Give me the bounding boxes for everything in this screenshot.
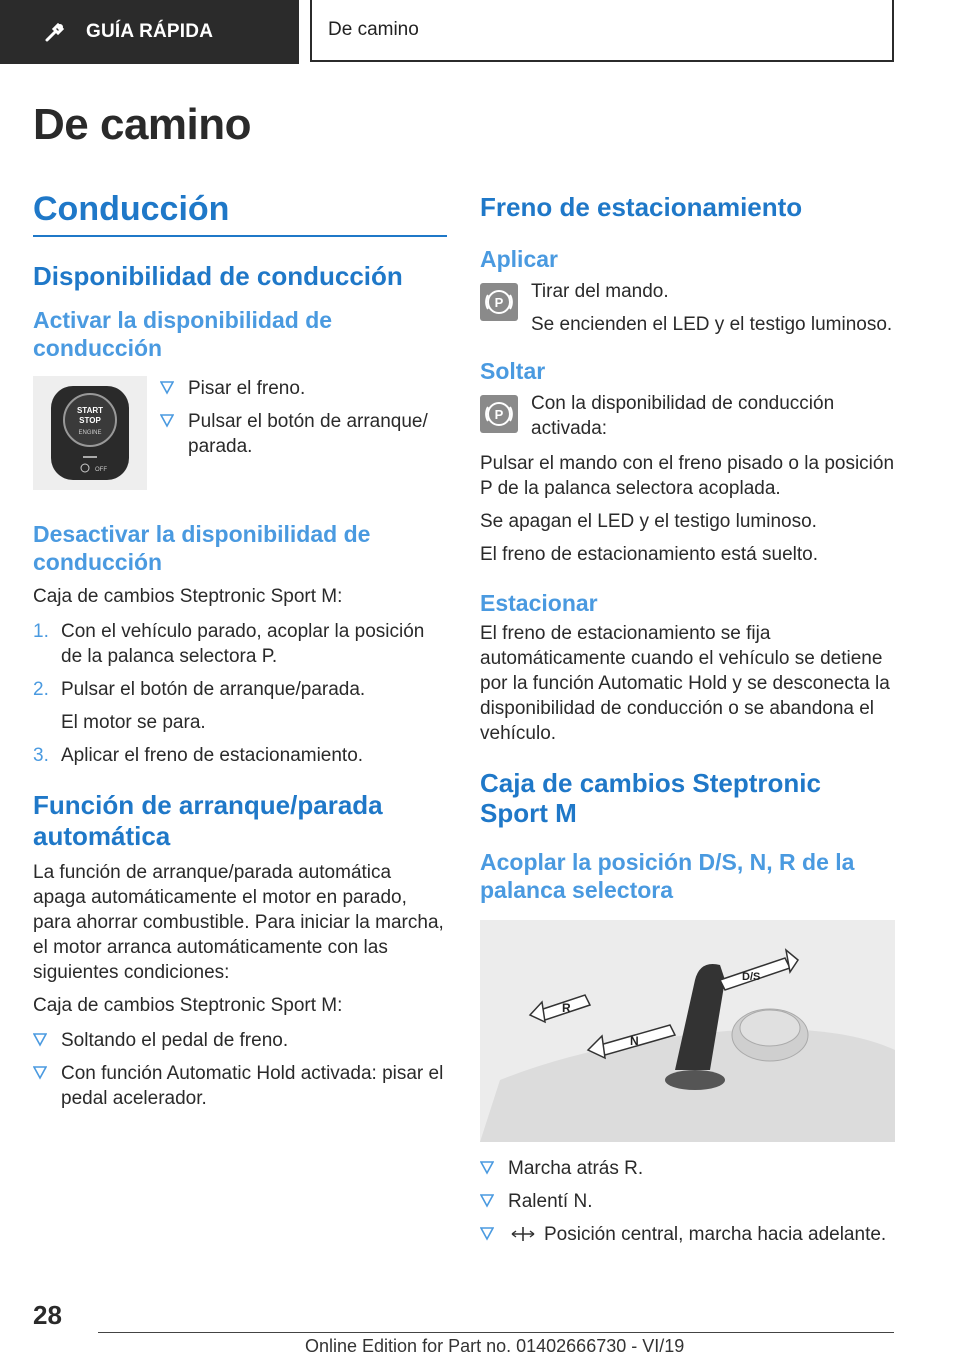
bullet-triangle-icon	[480, 1193, 494, 1209]
heading-caja: Caja de cambios Steptronic Sport M	[480, 768, 821, 828]
list-item: Posición central, marcha hacia adelante.	[480, 1222, 896, 1247]
section-label: De camino	[328, 19, 419, 40]
svg-text:P: P	[494, 295, 504, 310]
heading-desactivar: Desactivar la disponibilidad de conducción	[33, 521, 371, 575]
heading-activar: Activar la disponibilidad de conducción	[33, 307, 333, 361]
step-item: El motor se para.	[61, 712, 206, 733]
edition-text: Online Edition for Part no. 01402666730 - VI/19	[305, 1336, 685, 1356]
list-item: Pulsar el botón de arranque/ parada.	[160, 409, 447, 459]
estacionar-text: El freno de estacionamiento se fija automáticamente cuando el vehículo se detiene por la función Automatic Hold y se desconecta la disponibilidad de conducción o se abandona el vehículo.	[480, 623, 890, 744]
engine-label: ENGINE	[78, 430, 102, 436]
bullet-triangle-icon	[33, 1065, 47, 1081]
step-item: 3. Aplicar el freno de estacionamiento.	[33, 745, 364, 766]
heading-freno: Freno de estacionamiento	[480, 192, 803, 222]
wrench-icon	[44, 21, 66, 43]
parking-brake-icon	[480, 395, 518, 433]
left-column	[33, 190, 447, 1111]
soltar-step-1: Con la disponibilidad de conducción activada:	[531, 393, 835, 439]
page-title: De camino	[33, 100, 252, 149]
gear-label-ds: D/S	[742, 971, 761, 983]
bullet-triangle-icon	[160, 380, 174, 396]
quick-guide-tab[interactable]	[0, 0, 299, 64]
step-item: 1. Con el vehículo parado, acoplar la posición de la palanca selectora P.	[33, 621, 425, 667]
list-item: Ralentí N.	[480, 1189, 896, 1214]
soltar-step-3: Se apagan el LED y el testigo luminoso.	[480, 511, 817, 532]
step-item: 2. Pulsar el botón de arranque/parada.	[33, 679, 366, 700]
start-label: START	[76, 406, 104, 415]
list-item: Marcha atrás R.	[480, 1156, 896, 1181]
list-item: Con función Automatic Hold activada: pisar el pedal acelerador.	[33, 1061, 447, 1111]
heading-aplicar: Aplicar	[480, 246, 558, 272]
section-tab	[310, 0, 894, 62]
aplicar-step-2: Se encienden el LED y el testigo luminoso.	[531, 314, 893, 335]
header-bar	[0, 0, 960, 66]
start-stop-button-image	[33, 376, 147, 490]
gear-label-n: N	[630, 1034, 639, 1048]
page-number: 28	[33, 1300, 62, 1330]
funcion-intro: Caja de cambios Steptronic Sport M:	[33, 995, 343, 1016]
bullet-triangle-icon	[480, 1226, 494, 1242]
bullet-triangle-icon	[480, 1160, 494, 1176]
off-label: OFF	[95, 467, 107, 473]
heading-acoplar: Acoplar la posición D/S, N, R de la palanca selectora	[480, 849, 855, 903]
heading-estacionar: Estacionar	[480, 590, 598, 616]
bullet-triangle-icon	[160, 413, 174, 429]
heading-conduccion: Conducción	[33, 190, 447, 237]
svg-text:P: P	[494, 407, 504, 422]
center-position-icon	[508, 1225, 538, 1243]
parking-brake-icon	[480, 283, 518, 321]
quick-guide-label: GUÍA RÁPIDA	[86, 21, 214, 42]
right-column	[480, 190, 896, 1247]
desactivar-intro: Caja de cambios Steptronic Sport M:	[33, 586, 343, 607]
heading-funcion: Función de arranque/parada automática	[33, 790, 383, 851]
list-item: Soltando el pedal de freno.	[33, 1028, 447, 1053]
heading-disponibilidad: Disponibilidad de conducción	[33, 261, 403, 291]
list-item: Pisar el freno.	[160, 376, 447, 401]
heading-soltar: Soltar	[480, 358, 546, 384]
soltar-step-2: Pulsar el mando con el freno pisado o la posición P de la palanca selectora acoplada.	[480, 453, 895, 499]
footer-divider	[98, 1332, 894, 1333]
aplicar-step-1: Tirar del mando.	[531, 281, 669, 302]
soltar-step-4: El freno de estacionamiento está suelto.	[480, 544, 818, 565]
bullet-triangle-icon	[33, 1032, 47, 1048]
gear-label-r: R	[562, 1001, 571, 1015]
funcion-text: La función de arranque/parada automática apaga automáticamente el motor en parado, para ahorrar combustible. Para iniciar la marcha, el motor arranca automáticamente con las siguientes condiciones:	[33, 862, 444, 983]
stop-label: STOP	[79, 416, 101, 425]
gear-selector-image	[480, 920, 895, 1142]
